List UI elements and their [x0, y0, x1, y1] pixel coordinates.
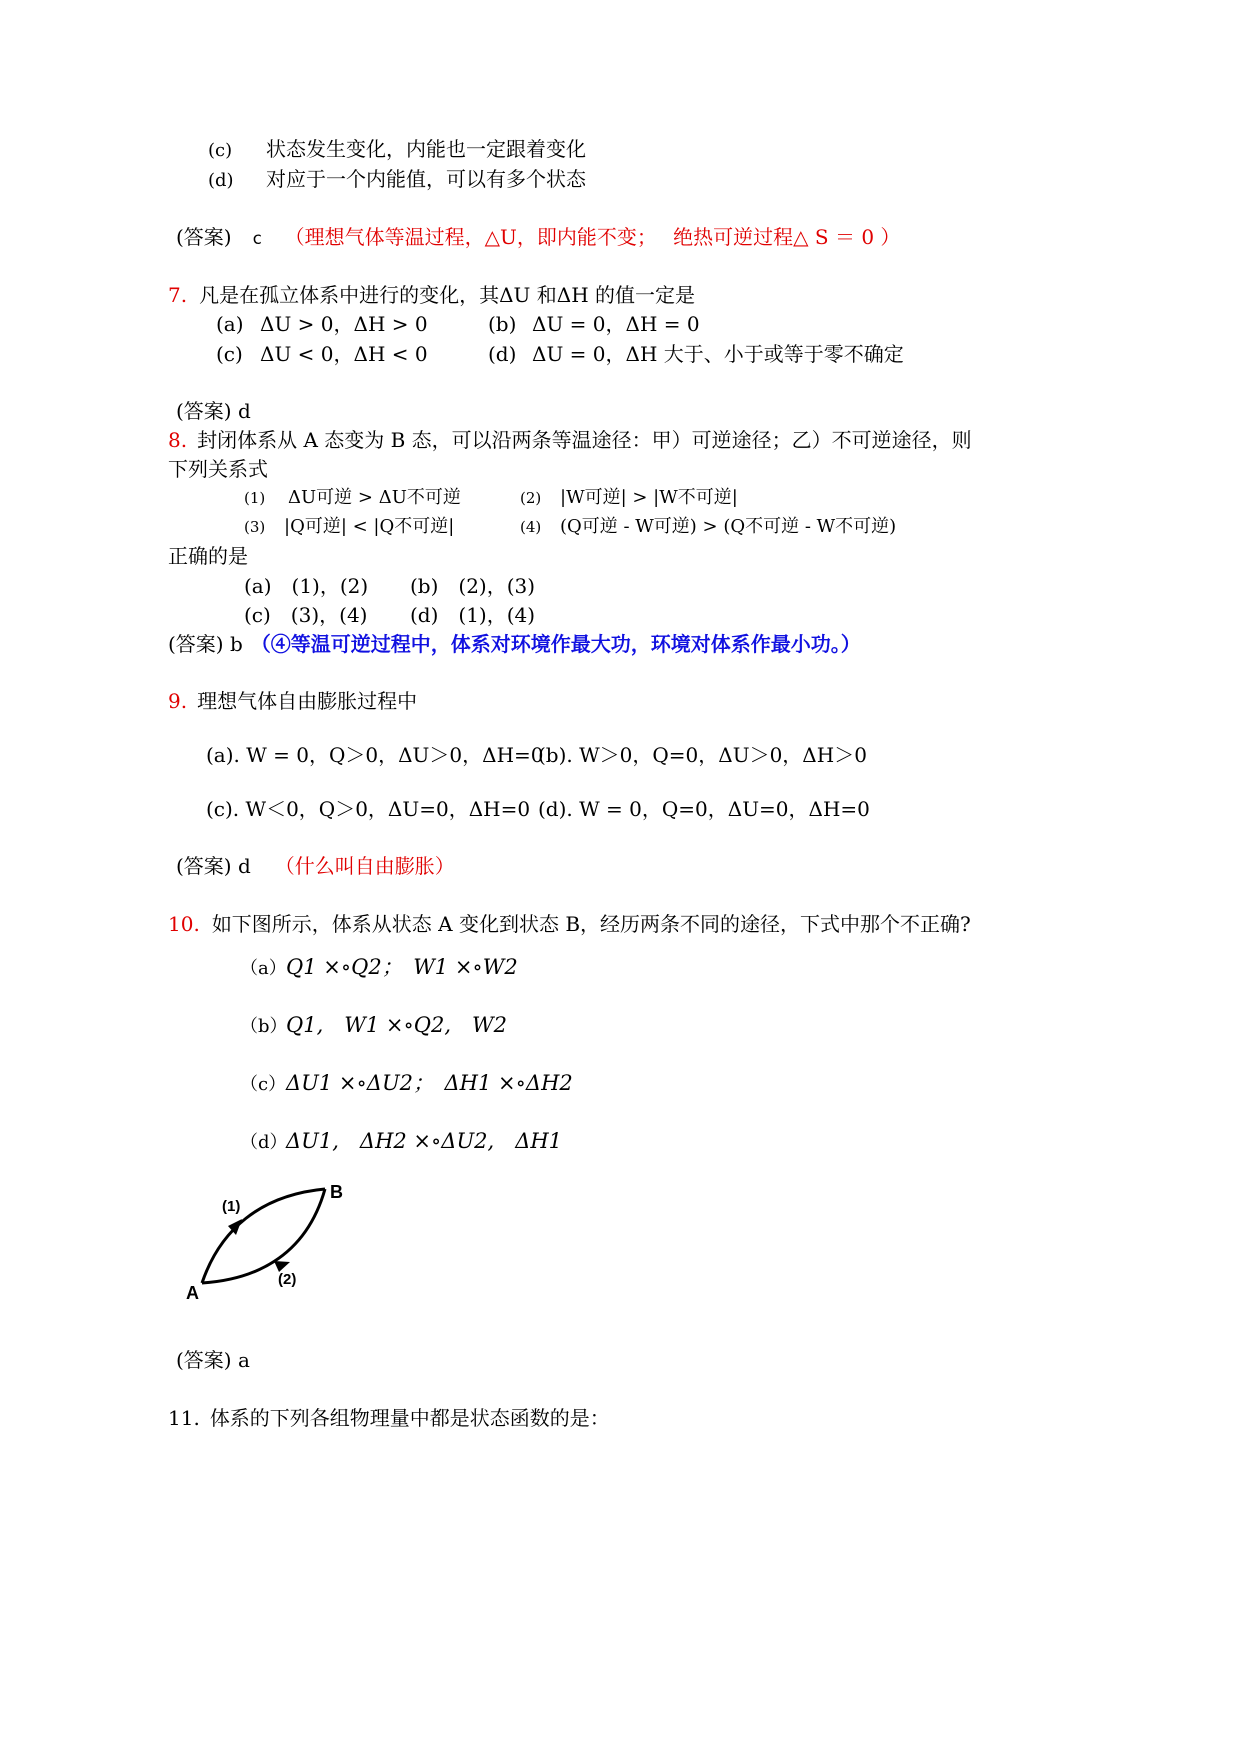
q6-answer-note: （理想气体等温过程，△U，即内能不变； 绝热可逆过程△ S ＝ 0 ）	[284, 225, 901, 249]
q8-answer	[168, 634, 861, 654]
q11-stem-text: 体系的下列各组物理量中都是状态函数的是：	[209, 1406, 610, 1430]
q6-answer	[176, 227, 900, 248]
q8-stem-line2: 下列关系式	[168, 457, 268, 481]
q7-number: 7.	[168, 283, 188, 307]
q10-d-label: （d）	[240, 1132, 288, 1153]
q8-stem-text: 封闭体系从 A 态变为 B 态，可以沿两条等温途径：甲）可逆途径；乙）不可逆途径，则	[197, 428, 972, 452]
q8-r4-label: (4)	[520, 518, 542, 536]
q6-d-text: 对应于一个内能值，可以有多个状态	[266, 167, 586, 191]
q7-stem	[168, 285, 695, 305]
q6-c-label: (c)	[208, 140, 233, 161]
q6-answer-value: c	[251, 229, 263, 249]
q10-option-a	[240, 957, 518, 978]
q7-a-text: ΔU > 0，ΔH > 0	[260, 312, 428, 336]
q9-answer	[176, 856, 455, 876]
q10-option-b	[240, 1015, 507, 1036]
q6-option-d	[208, 169, 586, 190]
q7-option-a	[216, 314, 428, 334]
q9-stem-text: 理想气体自由膨胀过程中	[197, 689, 418, 713]
q8-correct-is: 正确的是	[168, 544, 248, 568]
q9-stem	[168, 691, 417, 711]
q10-option-c	[240, 1073, 573, 1094]
q8-stem-line1	[168, 430, 972, 450]
q8-number: 8.	[168, 428, 188, 452]
q7-d-text: ΔU = 0，ΔH 大于、小于或等于零不确定	[532, 342, 904, 366]
q7-d-label: (d)	[488, 342, 517, 366]
q8-r3-text: |Q可逆| < |Q不可逆|	[284, 516, 455, 537]
q8-option-b: (b) (2)，(3)	[410, 574, 536, 598]
q8-relation-2	[520, 489, 738, 507]
q8-relation-3	[244, 518, 454, 536]
q8-r2-text: |W可逆| > |W不可逆|	[560, 487, 738, 508]
q8-r1-label: (1)	[244, 489, 266, 507]
q8-r1-text: ΔU可逆 > ΔU不可逆	[288, 487, 461, 508]
q7-option-b	[488, 314, 700, 334]
q8-answer-label: (答案) b	[168, 632, 243, 656]
q8-answer-note: （④等温可逆过程中，体系对环境作最大功，环境对体系作最小功。）	[250, 632, 861, 656]
q7-a-label: (a)	[216, 312, 244, 336]
q9-option-c: (c). W＜0，Q＞0，ΔU=0，ΔH=0	[206, 797, 531, 821]
q8-r2-label: (2)	[520, 489, 542, 507]
q6-answer-label: (答案)	[176, 225, 232, 249]
q8-relation-1	[244, 489, 461, 507]
q10-b-text: Q1, W1 ×∘Q2, W2	[286, 1013, 507, 1037]
q10-c-label: （c）	[240, 1074, 287, 1095]
q9-answer-label: (答案) d	[176, 854, 251, 878]
q7-option-d	[488, 344, 904, 364]
label-A: A	[186, 1283, 199, 1303]
q10-a-text: Q1 ×∘Q2； W1 ×∘W2	[286, 955, 518, 979]
q10-a-label: （a）	[240, 958, 287, 979]
q9-option-d: (d). W = 0，Q=0，ΔU=0，ΔH=0	[538, 797, 870, 821]
q8-relation-4	[520, 518, 896, 536]
q9-answer-note: （什么叫自由膨胀）	[274, 854, 455, 878]
q7-b-label: (b)	[488, 312, 517, 336]
q10-stem	[168, 914, 971, 934]
q9-option-a: (a). W = 0，Q＞0，ΔU＞0，ΔH=0	[206, 743, 544, 767]
path-2-curve	[202, 1189, 325, 1283]
q10-stem-text: 如下图所示，体系从状态 A 变化到状态 B，经历两条不同的途径，下式中那个不正确?	[211, 912, 971, 936]
q10-answer: (答案) a	[176, 1348, 250, 1372]
q9-number: 9.	[168, 689, 188, 713]
q6-c-text: 状态发生变化，内能也一定跟着变化	[266, 137, 586, 161]
q7-c-text: ΔU < 0，ΔH < 0	[260, 342, 428, 366]
q8-r4-text: (Q可逆 - W可逆) > (Q不可逆 - W不可逆)	[560, 516, 897, 537]
q8-option-d: (d) (1)，(4)	[410, 603, 536, 627]
path-diagram	[180, 1175, 360, 1310]
label-path-2: (2)	[278, 1271, 297, 1288]
q7-option-c	[216, 344, 428, 364]
q11-stem	[168, 1408, 610, 1428]
q10-c-text: ΔU1 ×∘ΔU2； ΔH1 ×∘ΔH2	[286, 1071, 573, 1095]
q10-number: 10.	[168, 912, 200, 936]
q10-b-label: （b）	[240, 1016, 288, 1037]
q10-d-text: ΔU1, ΔH2 ×∘ΔU2, ΔH1	[286, 1129, 563, 1153]
q9-option-b: (b). W＞0，Q=0，ΔU＞0，ΔH＞0	[538, 743, 867, 767]
q7-c-label: (c)	[216, 342, 243, 366]
q11-number: 11.	[168, 1406, 200, 1430]
q6-option-c	[208, 139, 586, 160]
q10-option-d	[240, 1131, 562, 1152]
q6-d-label: (d)	[208, 170, 234, 191]
q7-b-text: ΔU = 0，ΔH = 0	[532, 312, 700, 336]
q7-answer: (答案) d	[176, 399, 251, 423]
label-path-1: (1)	[222, 1198, 241, 1215]
q7-stem-text: 凡是在孤立体系中进行的变化，其ΔU 和ΔH 的值一定是	[199, 283, 695, 307]
q8-option-c: (c) (3)，(4)	[244, 603, 368, 627]
q8-r3-label: (3)	[244, 518, 266, 536]
q8-option-a: (a) (1)，(2)	[244, 574, 369, 598]
label-B: B	[330, 1182, 343, 1202]
